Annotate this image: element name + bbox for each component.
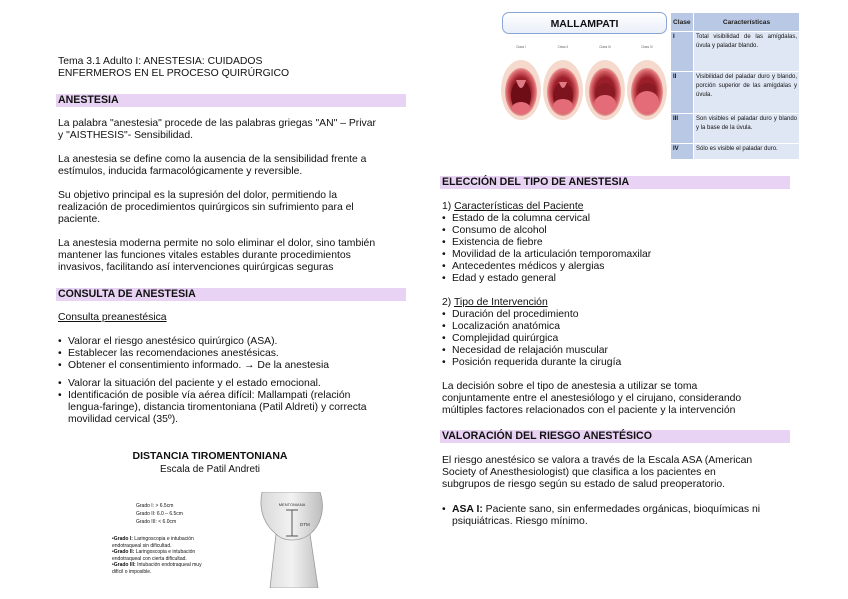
patil-figure	[110, 440, 342, 590]
list-item-asa-1: • ASA I: Paciente sano, sin enfermedades orgánicas, bioquímicas ni psiquiátricas. Riesgo mínimo.	[442, 504, 760, 528]
list-item: • Localización anatómica	[442, 321, 621, 333]
list-item: • Obtener el consentimiento informado. → De la anestesia	[58, 360, 329, 372]
list-item: • Consumo de alcohol	[442, 225, 651, 237]
list-item: • Edad y estado general	[442, 273, 651, 285]
mallampati-title: MALLAMPATI	[502, 12, 667, 34]
mouth-class-4	[627, 60, 667, 120]
thumb-label-1: Class I	[516, 45, 526, 49]
mouth-class-3	[585, 60, 625, 120]
section-heading-eleccion: ELECCIÓN DEL TIPO DE ANESTESIA	[440, 176, 790, 189]
thumb-label-2: Class II	[557, 45, 569, 49]
list-item: • Complejidad quirúrgica	[442, 333, 621, 345]
list-tipo-intervencion	[442, 309, 621, 369]
list-item: • Movilidad de la articulación temporomaxilar	[442, 249, 651, 261]
paragraph-objetivo: Su objetivo principal es la supresión del dolor, permitiendo la realización de procedimientos quirúrgicos sin sufrimiento para el paciente.	[58, 190, 354, 225]
neck-illustration	[240, 492, 340, 588]
list-asa	[442, 504, 760, 528]
label-dtm: DTM	[300, 522, 310, 527]
subheading-consulta-preanestesica: Consulta preanestésica	[58, 312, 167, 323]
subheading-caracteristicas-paciente: 1) Características del Paciente	[442, 201, 584, 212]
list-item: • Estado de la columna cervical	[442, 213, 651, 225]
table-row: I Total visibilidad de las amígdalas, úvula y paladar blando.	[671, 32, 800, 72]
mallampati-mouths-illustration	[498, 36, 670, 156]
list-item: • Valorar el riesgo anestésico quirúrgico (ASA).	[58, 336, 329, 348]
paragraph-decision: La decisión sobre el tipo de anestesia a utilizar se toma conjuntamente entre el anestesiólogo y el cirujano, considerando múltiples factores relacionados con el paciente y la intervención	[442, 381, 742, 416]
list-item: • Establecer las recomendaciones anestésicas.	[58, 348, 329, 360]
list-item: • Necesidad de relajación muscular	[442, 345, 621, 357]
paragraph-asa: El riesgo anestésico se valora a través de la Escala ASA (American Society of Anesthesiologist) que clasifica a los pacientes en subgrupos de riesgo según su estado de salud preoperatorio.	[442, 455, 753, 490]
table-row: IV Sólo es visible el paladar duro.	[671, 144, 800, 160]
paragraph-moderna: La anestesia moderna permite no solo eliminar el dolor, sino también mantener las funciones vitales estables durante procedimientos invasivos, facilitando así intervenciones quirúrgicas seguras	[58, 238, 376, 273]
document-title: Tema 3.1 Adulto I: ANESTESIA: CUIDADOS ENFERMEROS EN EL PROCESO QUIRÚRGICO	[58, 56, 290, 79]
list-item: • Valorar la situación del paciente y el estado emocional.	[58, 378, 367, 390]
section-heading-consulta: CONSULTA DE ANESTESIA	[56, 288, 406, 301]
list-item: • Posición requerida durante la cirugía	[442, 357, 621, 369]
mallampati-table	[670, 12, 800, 160]
patil-title: DISTANCIA TIROMENTONIANA	[132, 450, 288, 462]
mouth-class-2	[543, 60, 583, 120]
table-header-caracteristicas: Características	[694, 13, 800, 32]
list-item: • Existencia de fiebre	[442, 237, 651, 249]
subheading-tipo-intervencion: 2) Tipo de Intervención	[442, 297, 548, 308]
mouth-class-1	[501, 60, 541, 120]
thumb-label-3: Class III	[599, 45, 611, 49]
patil-grades: Grado I: > 6.5cm Grado II: 6.0 – 6.5cm Grado III: < 6.0cm	[136, 503, 183, 525]
label-mentoniana: MENTONIANA	[278, 502, 306, 507]
patil-subtitle: Escala de Patil Andreti	[159, 464, 261, 475]
section-heading-valoracion: VALORACIÓN DEL RIESGO ANESTÉSICO	[440, 430, 790, 443]
list-item: • Antecedentes médicos y alergias	[442, 261, 651, 273]
thumb-label-4: Class IV	[641, 45, 653, 49]
list-consulta-objetivos	[58, 336, 329, 372]
table-header-clase: Clase	[671, 13, 694, 32]
paragraph-etimologia: La palabra "anestesia" procede de las palabras griegas "AN" – Privar y "AISTHESIS"- Sensibilidad.	[58, 118, 376, 141]
patil-notes: •Grado I: Laringoscopia e intubación endotraqueal sin dificultad. •Grado II: Laringoscopia e intubación endotraqueal con cierta dificultad. •Grado III: Intubación endotraqueal muy difícil o imposible.	[112, 536, 202, 575]
list-item: • Duración del procedimiento	[442, 309, 621, 321]
table-row: II Visibilidad del paladar duro y blando, porción superior de las amígdalas y úvula.	[671, 72, 800, 114]
list-item: • Identificación de posible vía aérea difícil: Mallampati (relación lengua-faringe), distancia tiromentoniana (Patil Aldreti) y correcta movilidad cervical (35º).	[58, 390, 367, 426]
list-caracteristicas-paciente	[442, 213, 651, 285]
section-heading-anestesia: ANESTESIA	[56, 94, 406, 107]
paragraph-definicion: La anestesia se define como la ausencia de la sensibilidad frente a estímulos, inducida farmacológicamente y reversible.	[58, 154, 367, 177]
list-consulta-valoracion	[58, 378, 367, 426]
table-row: III Son visibles el paladar duro y blando y la base de la úvula.	[671, 114, 800, 144]
